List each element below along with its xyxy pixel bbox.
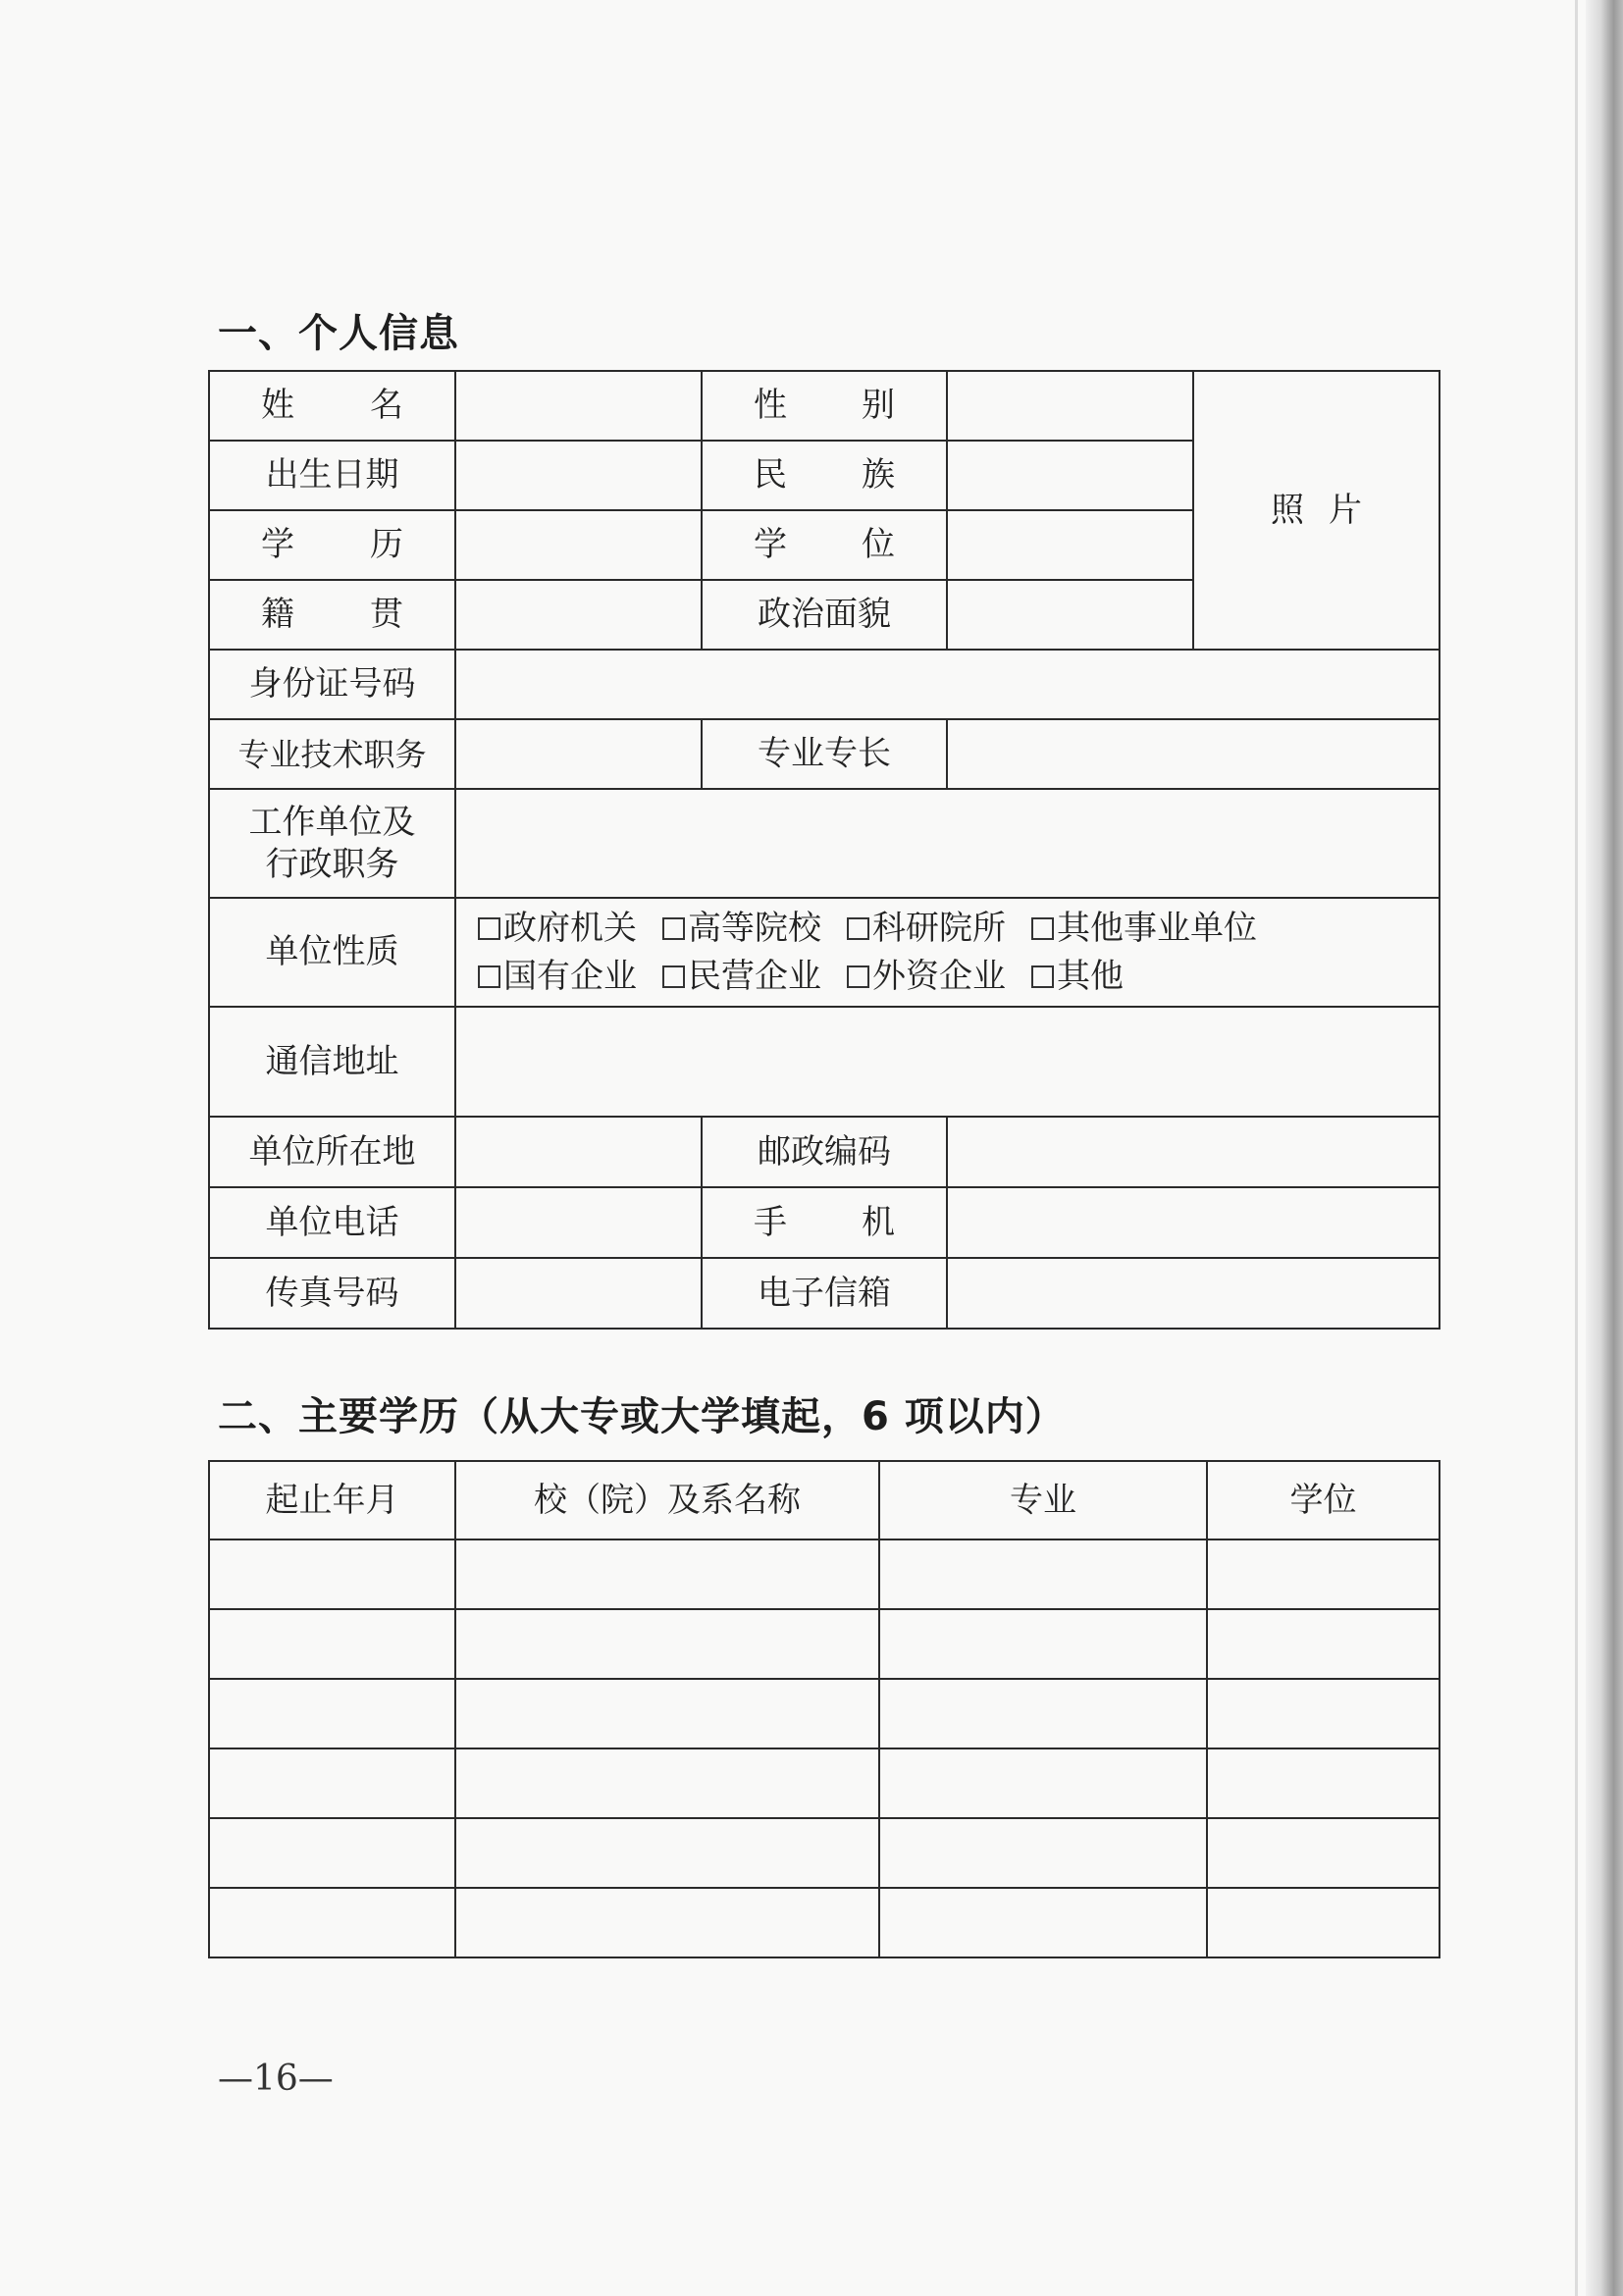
work-phone-label: 单位电话 xyxy=(209,1187,455,1258)
fax-label: 传真号码 xyxy=(209,1258,455,1329)
degree-cell[interactable] xyxy=(1207,1748,1440,1818)
school-cell[interactable] xyxy=(455,1539,879,1609)
checkbox-icon xyxy=(847,917,869,940)
major-cell[interactable] xyxy=(879,1888,1207,1957)
degree-field[interactable] xyxy=(947,510,1193,580)
scan-edge-line xyxy=(1575,0,1578,2296)
address-field[interactable] xyxy=(455,1007,1440,1117)
mobile-field[interactable] xyxy=(947,1187,1440,1258)
option-university[interactable]: 高等院校 xyxy=(662,908,821,950)
id-number-field[interactable] xyxy=(455,650,1440,719)
header-school: 校（院）及系名称 xyxy=(455,1461,879,1539)
location-field[interactable] xyxy=(455,1117,702,1187)
period-cell[interactable] xyxy=(209,1818,455,1888)
major-cell[interactable] xyxy=(879,1679,1207,1748)
page-number: —16— xyxy=(218,2059,334,2099)
period-cell[interactable] xyxy=(209,1539,455,1609)
address-label: 通信地址 xyxy=(209,1007,455,1117)
option-other-public-institution[interactable]: 其他事业单位 xyxy=(1031,908,1257,950)
school-cell[interactable] xyxy=(455,1609,879,1679)
gender-field[interactable] xyxy=(947,371,1193,441)
unit-type-label: 单位性质 xyxy=(209,898,455,1007)
checkbox-icon xyxy=(478,965,500,988)
period-cell[interactable] xyxy=(209,1679,455,1748)
work-phone-field[interactable] xyxy=(455,1187,702,1258)
ethnicity-field[interactable] xyxy=(947,441,1193,510)
professional-title-label: 专业技术职务 xyxy=(209,719,455,789)
checkbox-icon xyxy=(478,917,500,940)
name-field[interactable] xyxy=(455,371,702,441)
mobile-label: 手 机 xyxy=(702,1187,947,1258)
checkbox-icon xyxy=(662,917,685,940)
option-research-institute[interactable]: 科研院所 xyxy=(847,908,1006,950)
table-row xyxy=(209,1888,1440,1957)
gender-label: 性 别 xyxy=(702,371,947,441)
birth-date-field[interactable] xyxy=(455,441,702,510)
checkbox-icon xyxy=(847,965,869,988)
education-table xyxy=(208,1460,1440,1958)
ethnicity-label: 民 族 xyxy=(702,441,947,510)
postcode-label: 邮政编码 xyxy=(702,1117,947,1187)
native-place-label: 籍 贯 xyxy=(209,580,455,650)
email-label: 电子信箱 xyxy=(702,1258,947,1329)
degree-label: 学 位 xyxy=(702,510,947,580)
table-row xyxy=(209,1818,1440,1888)
political-status-field[interactable] xyxy=(947,580,1193,650)
option-state-owned[interactable]: 国有企业 xyxy=(478,956,637,998)
specialty-label: 专业专长 xyxy=(702,719,947,789)
checkbox-icon xyxy=(1031,965,1054,988)
scan-page-edge xyxy=(1586,0,1623,2296)
major-cell[interactable] xyxy=(879,1609,1207,1679)
school-cell[interactable] xyxy=(455,1748,879,1818)
section-education-title: 二、主要学历（从大专或大学填起，6 项以内） xyxy=(218,1394,1066,1439)
degree-cell[interactable] xyxy=(1207,1539,1440,1609)
checkbox-icon xyxy=(1031,917,1054,940)
unit-type-options xyxy=(455,898,1440,1007)
location-label: 单位所在地 xyxy=(209,1117,455,1187)
id-number-label: 身份证号码 xyxy=(209,650,455,719)
option-government[interactable]: 政府机关 xyxy=(478,908,637,950)
email-field[interactable] xyxy=(947,1258,1440,1329)
personal-info-table xyxy=(208,370,1440,1330)
school-cell[interactable] xyxy=(455,1679,879,1748)
professional-title-field[interactable] xyxy=(455,719,702,789)
table-row xyxy=(209,1609,1440,1679)
name-label: 姓 名 xyxy=(209,371,455,441)
period-cell[interactable] xyxy=(209,1609,455,1679)
photo-cell[interactable]: 照 片 xyxy=(1193,371,1440,650)
option-private[interactable]: 民营企业 xyxy=(662,956,821,998)
header-major: 专业 xyxy=(879,1461,1207,1539)
option-other[interactable]: 其他 xyxy=(1031,956,1124,998)
major-cell[interactable] xyxy=(879,1748,1207,1818)
degree-cell[interactable] xyxy=(1207,1818,1440,1888)
fax-field[interactable] xyxy=(455,1258,702,1329)
degree-cell[interactable] xyxy=(1207,1609,1440,1679)
school-cell[interactable] xyxy=(455,1888,879,1957)
employer-label: 工作单位及 行政职务 xyxy=(209,789,455,898)
table-row xyxy=(209,1679,1440,1748)
degree-cell[interactable] xyxy=(1207,1888,1440,1957)
political-status-label: 政治面貌 xyxy=(702,580,947,650)
education-field[interactable] xyxy=(455,510,702,580)
table-row xyxy=(209,1748,1440,1818)
degree-cell[interactable] xyxy=(1207,1679,1440,1748)
checkbox-icon xyxy=(662,965,685,988)
major-cell[interactable] xyxy=(879,1818,1207,1888)
employer-field[interactable] xyxy=(455,789,1440,898)
birth-date-label: 出生日期 xyxy=(209,441,455,510)
option-foreign[interactable]: 外资企业 xyxy=(847,956,1006,998)
period-cell[interactable] xyxy=(209,1748,455,1818)
section-personal-info-title: 一、个人信息 xyxy=(218,311,459,356)
specialty-field[interactable] xyxy=(947,719,1440,789)
table-row xyxy=(209,1539,1440,1609)
postcode-field[interactable] xyxy=(947,1117,1440,1187)
header-degree: 学位 xyxy=(1207,1461,1440,1539)
major-cell[interactable] xyxy=(879,1539,1207,1609)
native-place-field[interactable] xyxy=(455,580,702,650)
period-cell[interactable] xyxy=(209,1888,455,1957)
school-cell[interactable] xyxy=(455,1818,879,1888)
header-period: 起止年月 xyxy=(209,1461,455,1539)
education-label: 学 历 xyxy=(209,510,455,580)
